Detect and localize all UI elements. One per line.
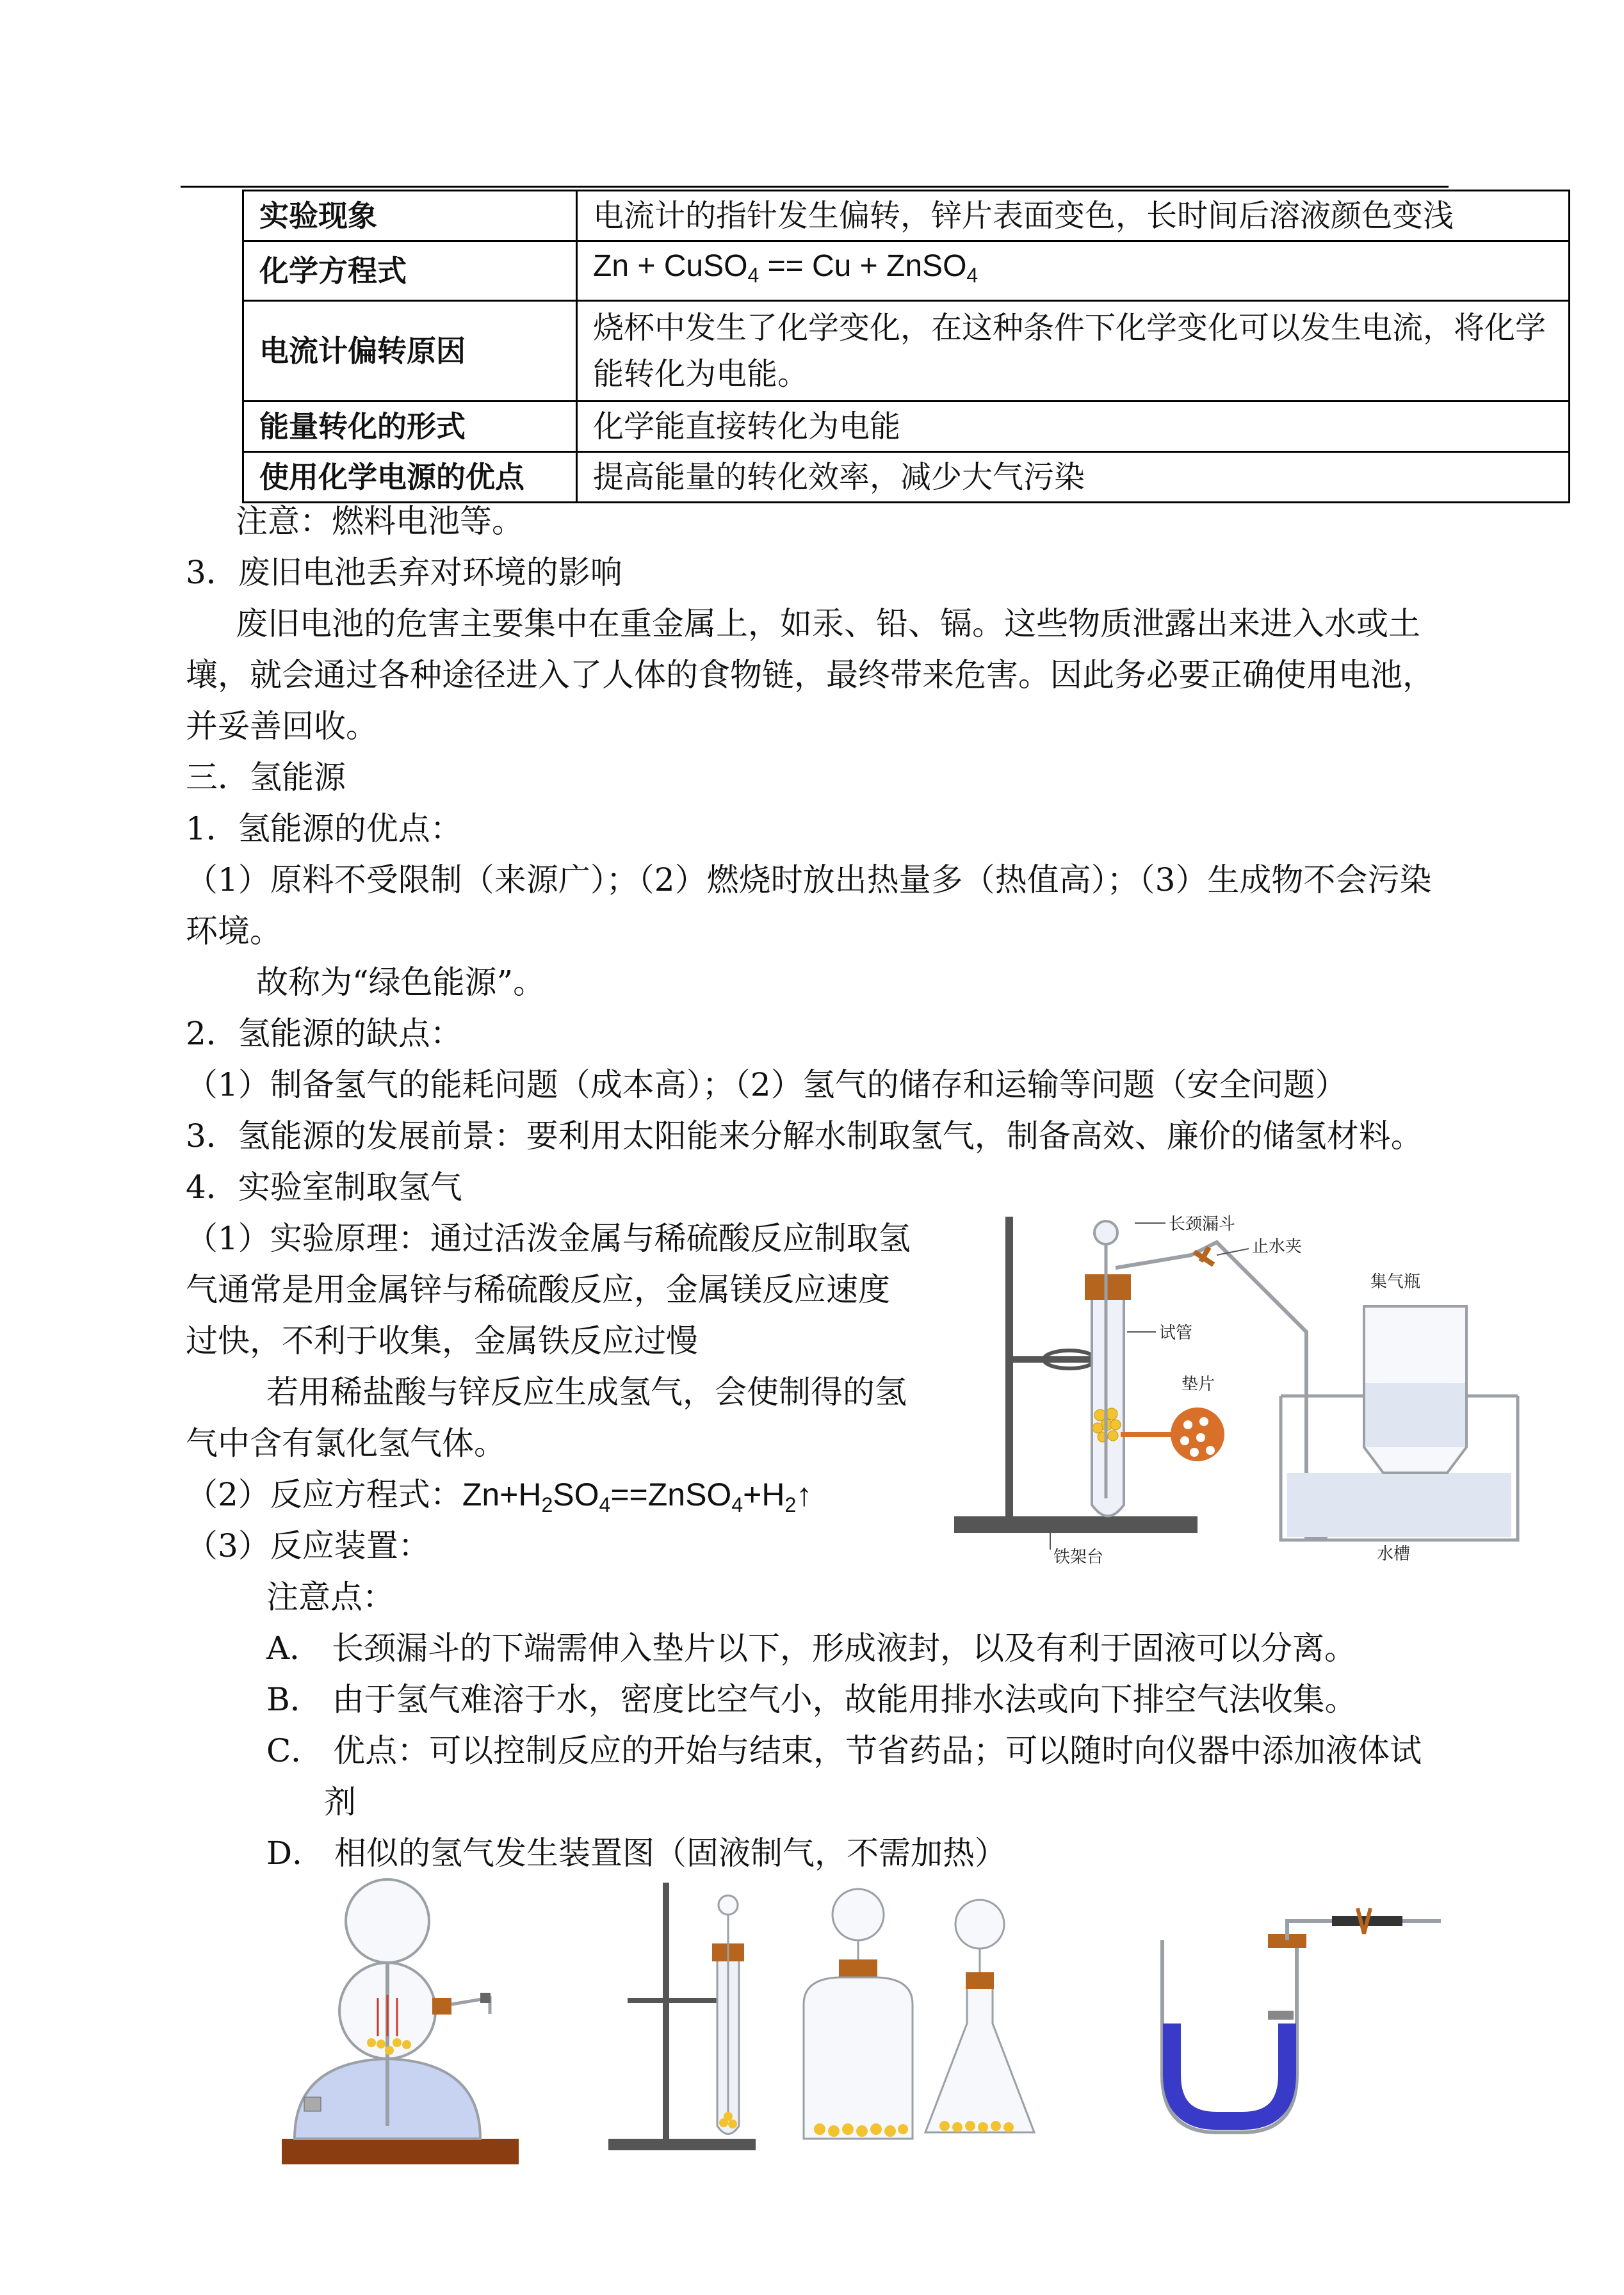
funnel-bulb — [832, 1889, 884, 1940]
label-pad: 垫片 — [1181, 1374, 1215, 1393]
stand-base — [608, 2139, 756, 2150]
u-tube-figure — [1140, 1883, 1473, 2152]
eq-part: ==ZnSO — [610, 1477, 732, 1512]
trough-water — [1287, 1473, 1511, 1537]
paragraph-line: 壤，就会通过各种途径进入了人体的食物链，最终带来危害。因此务必要正确使用电池， — [186, 656, 1434, 693]
eq-part: Zn + CuSO — [593, 249, 748, 283]
note-text: 注意：燃料电池等。 — [236, 503, 524, 540]
eq-part: +H — [743, 1477, 785, 1512]
table-key: 能量转化的形式 — [243, 401, 577, 452]
funnel-bulb — [1094, 1221, 1117, 1244]
eq-subscript: 2 — [784, 1493, 797, 1516]
tube-stand-figure — [602, 1883, 762, 2164]
table-value-equation — [577, 241, 1570, 301]
hydrogen-apparatus-figure — [948, 1204, 1524, 1575]
table-row — [243, 241, 1570, 301]
conical-flask — [925, 1989, 1034, 2132]
perforated-plate — [1268, 2011, 1294, 2020]
table-key: 化学方程式 — [243, 241, 577, 301]
subheading: 4．实验室制取氢气 — [186, 1169, 462, 1206]
eq-part: SO — [553, 1477, 599, 1512]
table-row — [243, 401, 1570, 452]
label-sink: 水槽 — [1377, 1544, 1411, 1563]
paragraph-line: 废旧电池的危害主要集中在重金属上，如汞、铅、镉。这些物质泄露出来进入水或土 — [236, 605, 1420, 642]
battery-info-table — [242, 190, 1570, 503]
conical-flask-figure — [916, 1889, 1044, 2145]
paragraph-line: 3．氢能源的发展前景：要利用太阳能来分解水制取氢气，制备高效、廉价的储氢材料。 — [186, 1117, 1423, 1155]
drain-plug — [304, 2097, 321, 2111]
paragraph-line: （1）实验原理：通过活泼金属与稀硫酸反应制取氢 — [186, 1220, 911, 1257]
list-item: A． 长颈漏斗的下端需伸入垫片以下，形成液封，以及有利于固液可以分离。 — [266, 1630, 1357, 1667]
stopcock — [480, 1993, 491, 2003]
subheading: 2．氢能源的缺点： — [186, 1015, 462, 1052]
table-key: 电流计偏转原因 — [243, 301, 577, 401]
section-heading: 3．废旧电池丢弃对环境的影响 — [186, 554, 622, 591]
funnel-bulb — [719, 1895, 738, 1915]
subheading: 注意点： — [266, 1578, 394, 1616]
eq-subscript: 4 — [731, 1493, 743, 1516]
paragraph-line: 环境。 — [186, 912, 282, 950]
wooden-base — [282, 2139, 519, 2164]
eq-part: ↑ — [796, 1477, 813, 1512]
paragraph-line: 过快，不利于收集，金属铁反应过慢 — [186, 1322, 698, 1359]
eq-subscript: 4 — [966, 264, 978, 287]
table-row — [243, 191, 1570, 241]
table-key: 实验现象 — [243, 191, 577, 241]
bottle-water — [1365, 1383, 1465, 1447]
paragraph-line: （1）原料不受限制（来源广）；（2）燃烧时放出热量多（热值高）；（3）生成物不会污染 — [186, 861, 1432, 898]
table-value: 化学能直接转化为电能 — [577, 401, 1570, 452]
list-item: B． 由于氢气难溶于水，密度比空气小，故能用排水法或向下排空气法收集。 — [266, 1681, 1357, 1718]
stopper — [966, 1972, 994, 1989]
stopper — [839, 1959, 877, 1977]
table-value: 提高能量的转化效率，减少大气污染 — [577, 452, 1570, 503]
wide-bottle-figure — [794, 1883, 922, 2152]
eq-part: == Cu + ZnSO — [759, 249, 967, 283]
eq-subscript: 4 — [599, 1493, 611, 1516]
stand-rod — [663, 1883, 669, 2139]
label-tube: 试管 — [1159, 1323, 1193, 1342]
wide-mouth-bottle — [804, 1977, 913, 2139]
reaction-equation — [462, 1477, 813, 1516]
paragraph-line: 故称为“绿色能源”。 — [256, 964, 546, 1001]
paragraph-line: （3）反应装置： — [186, 1527, 430, 1564]
table-key: 使用化学电源的优点 — [243, 452, 577, 503]
paragraph-line: （1）制备氢气的能耗问题（成本高）；（2）氢气的储存和运输等问题（安全问题） — [186, 1066, 1347, 1103]
table-row — [243, 301, 1570, 401]
paragraph-line: 气中含有氯化氢气体。 — [186, 1425, 506, 1462]
label-bottle: 集气瓶 — [1370, 1272, 1421, 1291]
section-heading: 三．氢能源 — [186, 759, 346, 796]
eq-part: Zn+H — [462, 1477, 542, 1512]
paragraph-line: 气通常是用金属锌与稀硫酸反应，金属镁反应速度 — [186, 1271, 890, 1308]
label-stand: 铁架台 — [1053, 1547, 1104, 1566]
list-item: C． 优点：可以控制反应的开始与结束，节省药品；可以随时向仪器中添加液体试 — [266, 1732, 1422, 1769]
test-tube — [1092, 1293, 1124, 1516]
label-clamp: 止水夹 — [1252, 1237, 1303, 1256]
eq-subscript: 2 — [541, 1493, 553, 1516]
stand-base — [954, 1516, 1198, 1533]
table-row — [243, 452, 1570, 503]
header-rule — [181, 186, 1449, 188]
table-value: 电流计的指针发生偏转，锌片表面变色，长时间后溶液颜色变浅 — [577, 191, 1570, 241]
label-funnel: 长颈漏斗 — [1169, 1214, 1236, 1233]
eq-subscript: 4 — [747, 264, 759, 287]
blue-liquid — [1172, 2023, 1287, 2121]
stand-rod — [1005, 1217, 1013, 1518]
paragraph-line: 若用稀盐酸与锌反应生成氢气，会使制得的氢 — [266, 1374, 907, 1411]
kipp-apparatus-figure — [269, 1870, 525, 2164]
reaction-equation-line — [186, 1470, 812, 1529]
list-item: 剂 — [324, 1783, 356, 1821]
list-item: D． 相似的氢气发生装置图（固液制气，不需加热） — [266, 1835, 1007, 1872]
stand-clamp-arm — [628, 1998, 717, 2003]
funnel-bulb — [955, 1900, 1004, 1949]
subheading: 1．氢能源的优点： — [186, 810, 462, 847]
stopper — [1085, 1274, 1131, 1300]
top-bulb — [346, 1879, 429, 1963]
paragraph-line: 并妥善回收。 — [186, 708, 378, 745]
table-value: 烧杯中发生了化学变化，在这种条件下化学变化可以发生电流，将化学能转化为电能。 — [577, 301, 1570, 401]
equation-label: （2）反应方程式： — [186, 1476, 462, 1513]
stopper — [432, 1998, 451, 2015]
